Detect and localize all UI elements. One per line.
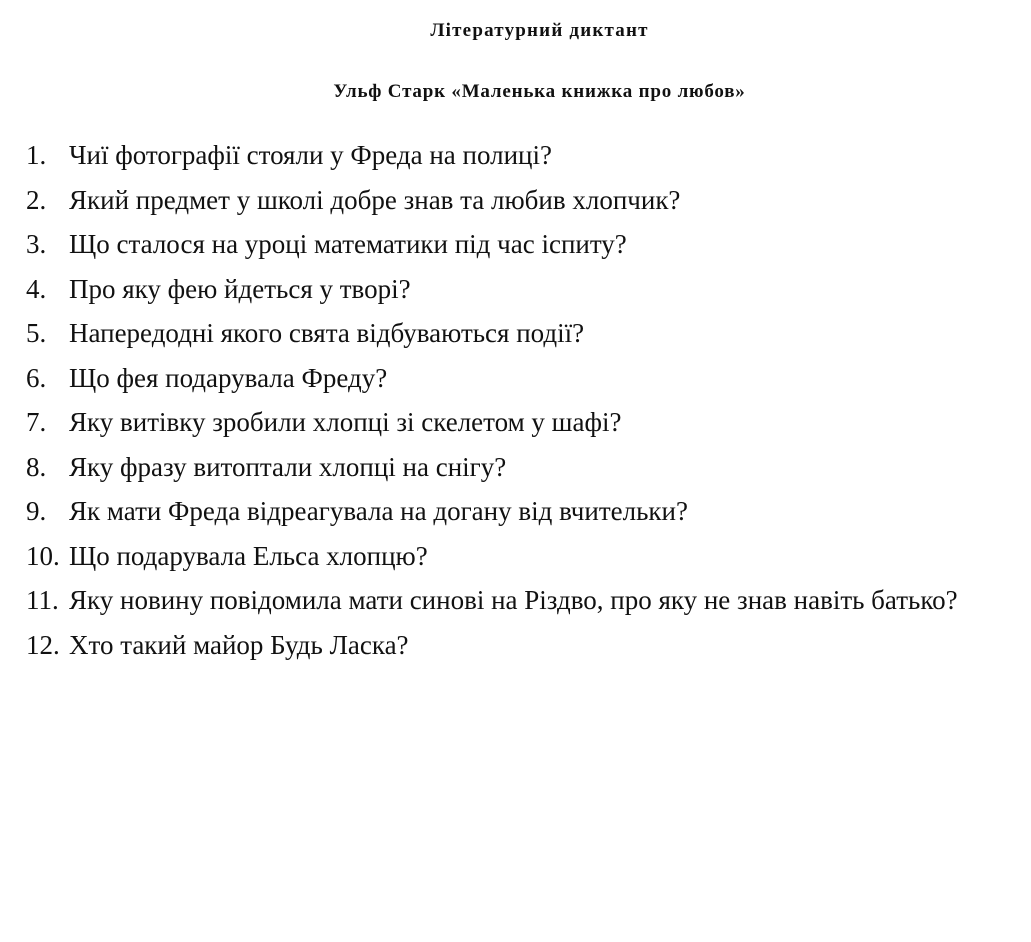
question-text: Чиї фотографії стояли у Фреда на полиці? (69, 140, 552, 170)
question-item (26, 400, 1029, 445)
question-item (26, 445, 1029, 490)
question-item (26, 311, 1029, 356)
question-item (26, 534, 1029, 579)
question-text: Хто такий майор Будь Ласка? (69, 629, 409, 660)
question-item (26, 489, 1029, 534)
question-text: Напередодні якого свята відбуваються події? (69, 318, 585, 348)
question-text: Що сталося на уроці математики під час іспиту? (69, 229, 627, 259)
question-number: 6. (26, 362, 47, 393)
question-item (26, 222, 1029, 267)
question-number: 4. (26, 273, 47, 304)
question-text: Яку витівку зробили хлопці зі скелетом у шафі? (69, 407, 622, 437)
question-text: Як мати Фреда відреагувала на догану від вчительки? (69, 496, 688, 526)
question-number: 10. (26, 540, 60, 571)
question-item (26, 133, 1029, 178)
question-number: 7. (26, 407, 47, 437)
question-item (26, 267, 1029, 312)
question-text: Що подарувала Ельса хлопцю? (69, 540, 428, 571)
question-number: 3. (26, 229, 47, 259)
question-item (26, 178, 1029, 223)
question-text: Що фея подарувала Фреду? (69, 362, 388, 393)
question-number: 12. (26, 629, 60, 660)
question-text: Яку новину повідомила мати синові на Різдво, про яку не знав навіть батько? (69, 585, 958, 615)
question-number: 9. (26, 496, 47, 526)
question-text: Який предмет у школі добре знав та любив хлопчик? (69, 184, 681, 215)
question-number: 11. (26, 585, 59, 615)
question-number: 1. (26, 140, 47, 170)
question-text: Яку фразу витоптали хлопці на снігу? (69, 451, 507, 482)
question-item (26, 623, 1029, 668)
question-number: 2. (26, 184, 47, 215)
document-subtitle: Ульф Старк «Маленька книжка про любов» (333, 81, 746, 102)
question-item (26, 356, 1029, 401)
document-title: Літературний диктант (430, 20, 649, 41)
question-list (26, 133, 1029, 667)
question-item (26, 578, 1029, 623)
question-number: 8. (26, 451, 47, 482)
question-text: Про яку фею йдеться у творі? (69, 273, 411, 304)
question-number: 5. (26, 318, 47, 348)
